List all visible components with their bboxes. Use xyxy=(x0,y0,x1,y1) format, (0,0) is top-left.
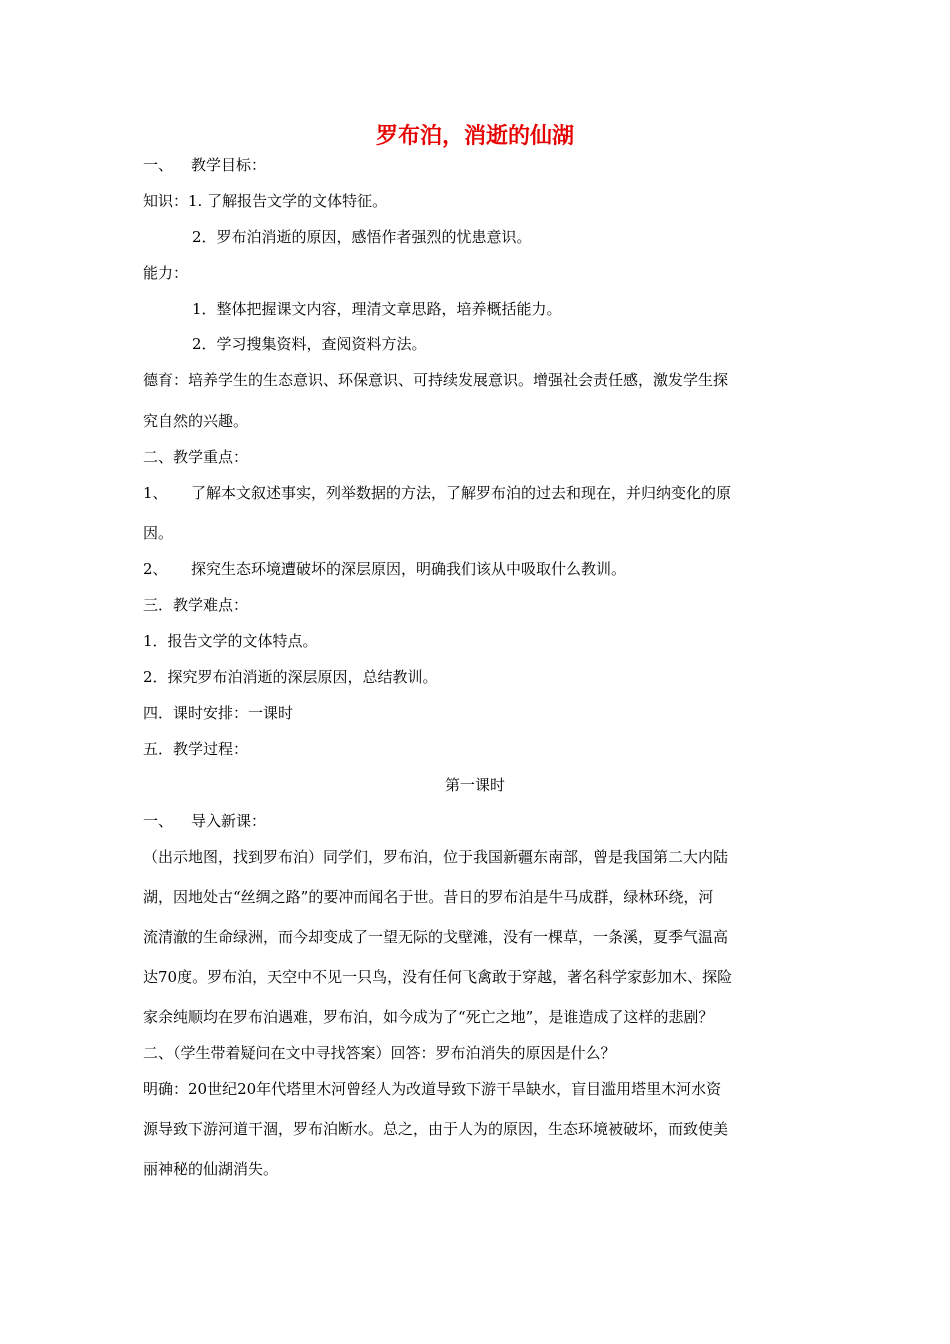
paragraph-line: 湖，因地处古“丝绸之路”的要冲而闻名于世。昔日的罗布泊是牛马成群，绿林环绕，河 xyxy=(143,888,714,906)
section-heading-process: 五．教学过程： xyxy=(143,740,249,758)
item-number: 2、 xyxy=(143,560,168,578)
section-number: 一、 xyxy=(143,156,174,174)
answer-line: 源导致下游河道干涸，罗布泊断水。总之，由于人为的原因，生态环境被破坏，而致使美 xyxy=(143,1120,729,1138)
ability-item-1: 1．整体把握课文内容，理清文章思路，培养概括能力。 xyxy=(192,300,562,318)
moral-education-line-1: 德育：培养学生的生态意识、环保意识、可持续发展意识。增强社会责任感，激发学生探 xyxy=(143,371,729,389)
paragraph-line: 家余纯顺均在罗布泊遇难，罗布泊，如今成为了“死亡之地”，是谁造成了这样的悲剧？ xyxy=(143,1008,714,1026)
ability-item-2: 2．学习搜集资料，查阅资料方法。 xyxy=(192,335,427,353)
moral-education-line-2: 究自然的兴趣。 xyxy=(143,412,249,430)
item-text: 了解本文叙述事实，列举数据的方法，了解罗布泊的过去和现在，并归纳变化的原 xyxy=(191,484,732,502)
paragraph-line: 流清澈的生命绿洲，而今却变成了一望无际的戈壁滩，没有一棵草，一条溪，夏季气温高 xyxy=(143,928,729,946)
section-heading-key-points: 二、教学重点： xyxy=(143,448,249,466)
key-point-1-cont: 因。 xyxy=(143,524,174,542)
section-heading-difficulties: 三．教学难点： xyxy=(143,596,249,614)
knowledge-item-2: 2．罗布泊消逝的原因，感悟作者强烈的忧患意识。 xyxy=(192,228,532,246)
key-point-1 xyxy=(143,482,813,504)
paragraph-line: （出示地图，找到罗布泊）同学们，罗布泊，位于我国新疆东南部，曾是我国第二大内陆 xyxy=(143,848,729,866)
knowledge-line: 知识：1. 了解报告文学的文体特征。 xyxy=(143,192,388,210)
section-heading-objectives xyxy=(143,154,813,176)
page-title: 罗布泊，消逝的仙湖 xyxy=(375,123,574,149)
item-text: 探究生态环境遭破坏的深层原因，明确我们该从中吸取什么教训。 xyxy=(191,560,627,578)
paragraph-line: 达70度。罗布泊，天空中不见一只鸟，没有任何飞禽敢于穿越，著名科学家彭加木、探险 xyxy=(143,968,733,986)
answer-line: 明确：20世纪20年代塔里木河曾经人为改道导致下游干旱缺水，盲目滥用塔里木河水资 xyxy=(143,1080,722,1098)
key-point-2 xyxy=(143,558,813,580)
answer-line: 丽神秘的仙湖消失。 xyxy=(143,1160,279,1178)
step-number: 一、 xyxy=(143,812,174,830)
step-label: 导入新课： xyxy=(191,812,267,830)
section-heading-schedule: 四．课时安排：一课时 xyxy=(143,704,294,722)
ability-heading: 能力： xyxy=(143,264,189,282)
item-number: 1、 xyxy=(143,484,168,502)
section-label: 教学目标： xyxy=(191,156,267,174)
lesson-subtitle: 第一课时 xyxy=(444,776,505,794)
difficulty-item-1: 1．报告文学的文体特点。 xyxy=(143,632,318,650)
step-heading-introduction xyxy=(143,810,813,832)
step-heading-question: 二、（学生带着疑问在文中寻找答案）回答：罗布泊消失的原因是什么？ xyxy=(143,1044,616,1062)
difficulty-item-2: 2．探究罗布泊消逝的深层原因，总结教训。 xyxy=(143,668,438,686)
